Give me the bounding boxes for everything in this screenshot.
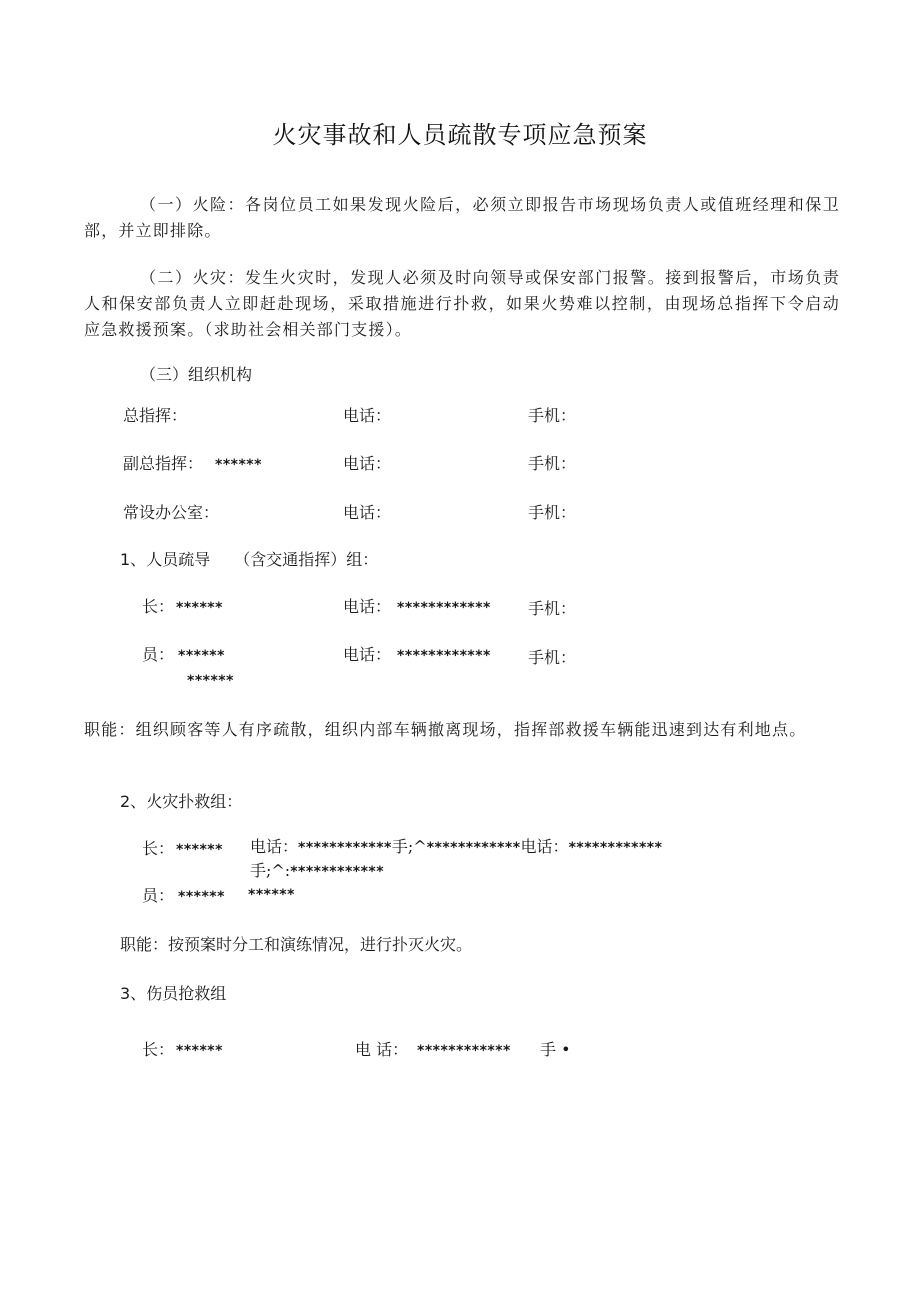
group2-duty: 职能：按预案时分工和演练情况，进行扑灭火灾。	[120, 935, 473, 954]
group1-leader-phone-value: ************	[397, 600, 491, 616]
group1-duty: 职能：组织顾客等人有序疏散，组织内部车辆撤离现场，指挥部救援车辆能迅速到达有利地点。	[84, 720, 807, 739]
group1-member-phone-label: 电话：	[343, 645, 392, 664]
org-chief-mobile: 手机：	[528, 406, 577, 425]
group2-mobile2-label: 手;^:	[250, 861, 291, 880]
group1-heading-text: 人员疏导 （含交通指挥）组：	[146, 550, 379, 569]
group3-leader-label: 长：	[142, 1040, 175, 1059]
org-chief-phone: 电话：	[343, 406, 392, 425]
group2-phone2-label: 电话：	[520, 837, 569, 856]
group1-member-label: 员：	[142, 645, 175, 664]
group2-mobile2-value: ************	[290, 864, 385, 880]
section-fire: （二）火灾：发生火灾时，发现人必须及时向领导或保安部门报警。接到报警后，市场负责人和保安部负责人立即赶赴现场，采取措施进行扑救，如果火势难以控制，由现场总指挥下令启动应急救援预案。（求助社会相关部门支援）。	[84, 268, 840, 339]
group3-heading	[120, 986, 226, 1002]
group2-phone2-value: ************	[568, 840, 663, 856]
group2-phone-label: 电话：	[250, 837, 299, 856]
page-title: 火灾事故和人员疏散专项应急预案	[272, 121, 648, 149]
group3-heading-text: 伤员抢救组	[146, 984, 227, 1003]
group1-member-mobile: 手机：	[528, 648, 577, 667]
org-deputy-phone: 电话：	[343, 454, 392, 473]
group3-phone-value: ************	[417, 1043, 511, 1059]
group2-contact-line1	[250, 839, 662, 855]
group1-member-value: ******	[178, 648, 225, 664]
group2-mobile-label: 手;^	[391, 837, 427, 856]
org-deputy-mobile: 手机：	[528, 454, 577, 473]
group1-leader-mobile: 手机：	[528, 599, 577, 618]
org-chief-label: 总指挥：	[123, 406, 188, 425]
section-fire-risk: （一）火险：各岗位员工如果发现火险后，必须立即报告市场现场负责人或值班经理和保卫部，并立即排除。	[84, 195, 840, 240]
group3-heading-num: 3、	[120, 984, 147, 1003]
group2-member-value2: ******	[248, 887, 295, 903]
group1-member-phone-value: ************	[397, 648, 491, 664]
group2-heading-text: 火灾扑救组：	[146, 792, 243, 811]
org-deputy-value: ******	[215, 457, 262, 473]
org-deputy-label: 副总指挥：	[123, 454, 204, 473]
group3-mobile: 手 •	[540, 1040, 571, 1059]
group2-contact-line2	[250, 863, 384, 879]
group1-member-value2: ******	[187, 673, 234, 689]
org-office-label: 常设办公室：	[123, 503, 220, 522]
org-office-phone: 电话：	[343, 503, 392, 522]
group2-member-label: 员：	[142, 886, 175, 905]
group1-leader-phone-label: 电话：	[343, 597, 392, 616]
group1-leader-label: 长：	[142, 597, 175, 616]
group2-leader-value: ******	[176, 842, 223, 858]
group2-mobile-value: ************	[426, 840, 521, 856]
group1-heading-num: 1、	[120, 550, 147, 569]
group2-phone-value: ************	[298, 840, 392, 856]
group1-leader-value: ******	[176, 600, 223, 616]
group2-leader-label: 长：	[142, 839, 175, 858]
group3-phone-label: 电 话：	[355, 1040, 409, 1059]
group2-heading-num: 2、	[120, 792, 147, 811]
org-office-mobile: 手机：	[528, 503, 577, 522]
section-org-heading: （三）组织机构	[140, 365, 253, 384]
group2-heading	[120, 794, 242, 810]
group2-member-value: ******	[178, 889, 225, 905]
group1-heading	[120, 552, 378, 568]
group3-leader-value: ******	[176, 1043, 223, 1059]
